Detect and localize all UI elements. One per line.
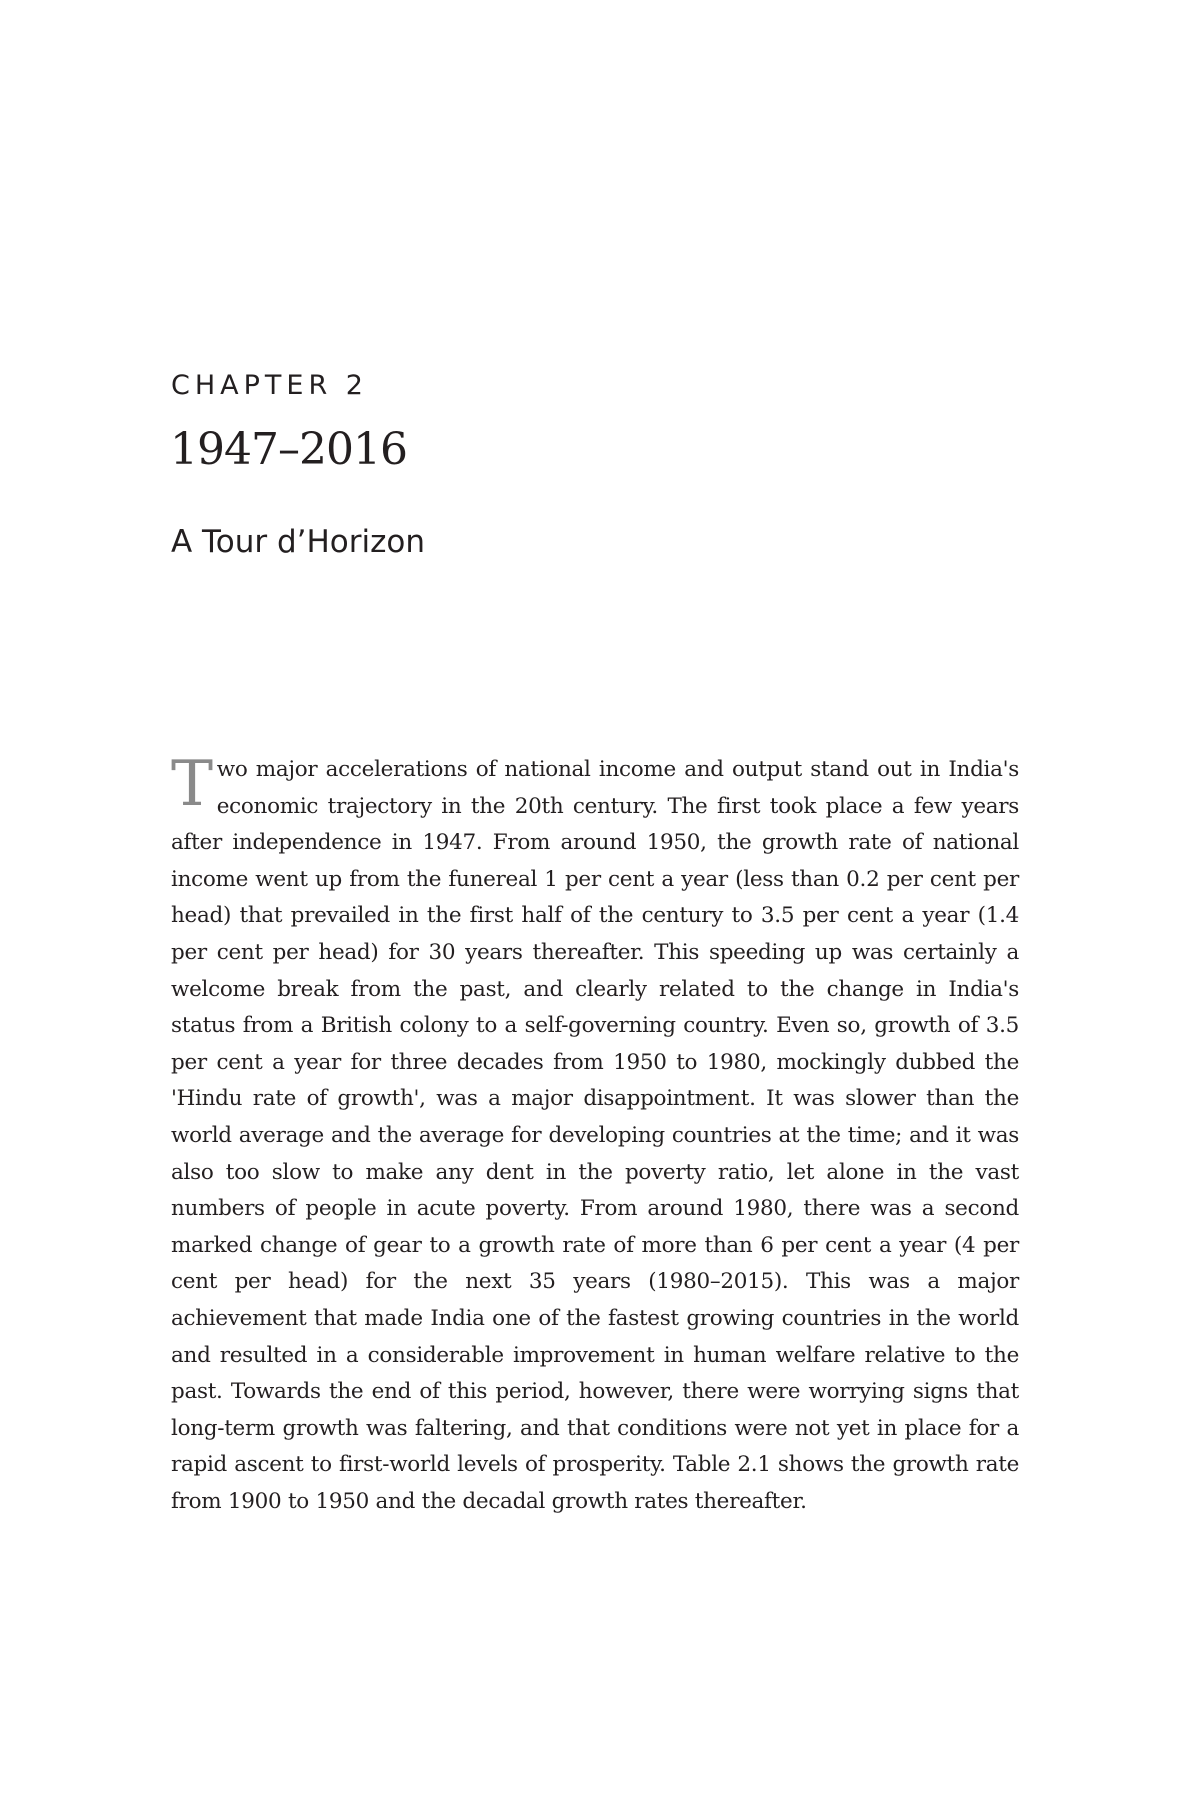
drop-cap: T (171, 747, 213, 820)
body-paragraph (171, 747, 1019, 1520)
chapter-subtitle: A Tour d’Horizon (171, 524, 425, 560)
chapter-title: 1947–2016 (170, 424, 407, 475)
chapter-label: CHAPTER 2 (171, 370, 368, 401)
body-paragraph-text: wo major accelerations of national income and output stand out in India's economic trajectory in the 20th century. The first took place a few years after independence in 1947. From around 1950, the growth rate of national income went up from the funereal 1 per cent a year (less than 0.2 per cent per head) that prevailed in the first half of the century to 3.5 per cent a year (1.4 per cent per head) for 30 years thereafter. This speeding up was certainly a welcome break from the past, and clearly related to the change in India's status from a British colony to a self-governing country. Even so, growth of 3.5 per cent a year for three decades from 1950 to 1980, mockingly dubbed the 'Hindu rate of growth', was a major disappointment. It was slower than the world average and the average for developing countries at the time; and it was also too slow to make any dent in the poverty ratio, let alone in the vast numbers of people in acute poverty. From around 1980, there was a second marked change of gear to a growth rate of more than 6 per cent a year (4 per cent per head) for the next 35 years (1980–2015). This was a major achievement that made India one of the fastest growing countries in the world and resulted in a considerable improvement in human welfare relative to the past. Towards the end of this period, however, there were worrying signs that long-term growth was faltering, and that conditions were not yet in place for a rapid ascent to first-world levels of prosperity. Table 2.1 shows the growth rate from 1900 to 1950 and the decadal growth rates thereafter. (171, 757, 1019, 1514)
